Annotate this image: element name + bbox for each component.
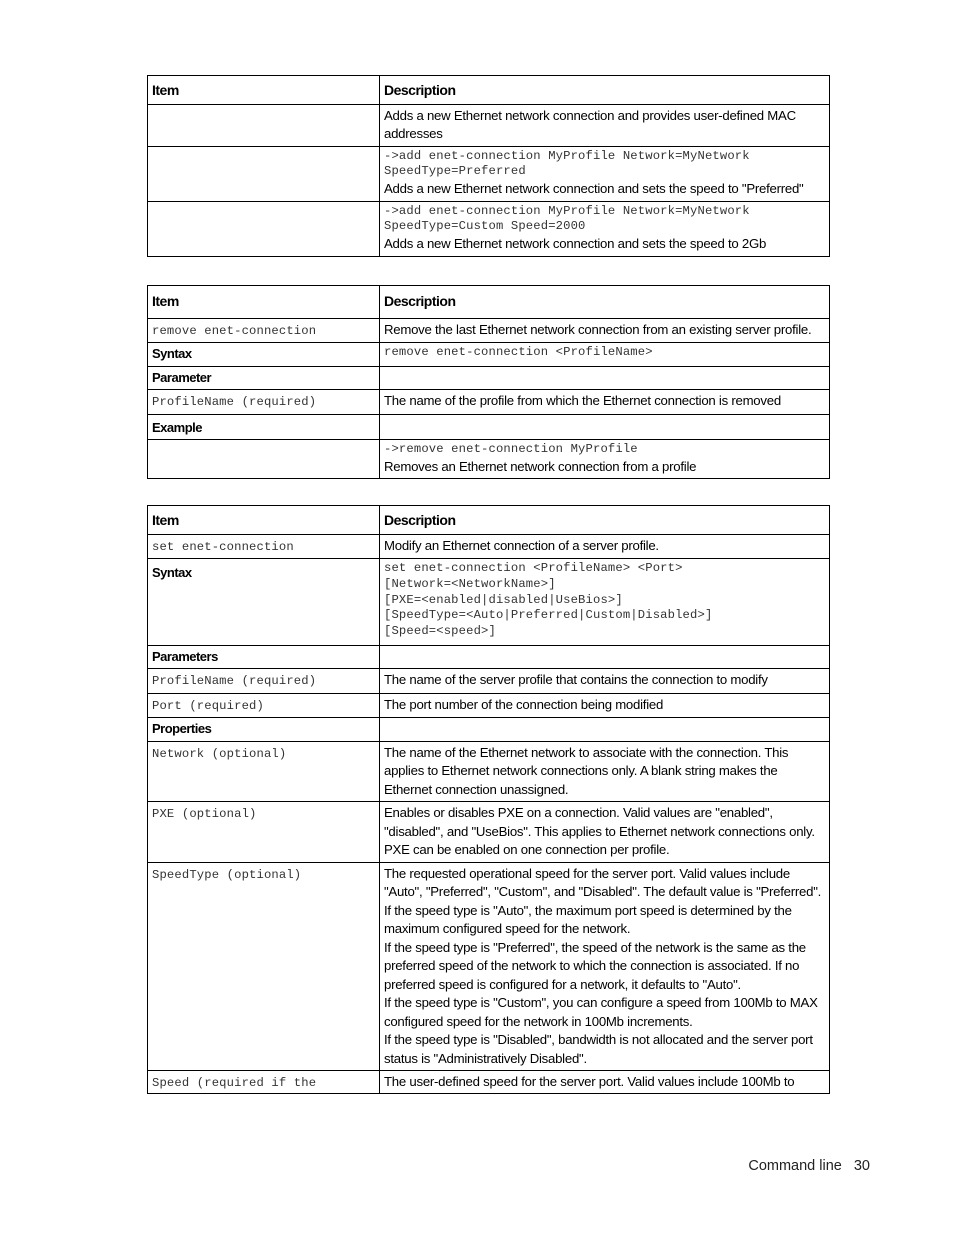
- table-row: [148, 343, 830, 367]
- page-footer: [700, 1158, 870, 1174]
- parameter-label: Parameter: [148, 366, 380, 390]
- syntax-label: Syntax: [148, 559, 380, 646]
- example-cell: [380, 440, 830, 479]
- table-row: [148, 741, 830, 802]
- description-paragraph: If the speed type is "Disabled", bandwidth is not allocated and the server port status is "Administratively Disabled".: [384, 1032, 813, 1066]
- syntax-text: remove enet-connection <ProfileName>: [384, 345, 653, 359]
- table-row: [148, 390, 830, 415]
- syntax-line: [Network=<NetworkName>]: [384, 576, 556, 591]
- table-row: [148, 802, 830, 863]
- command-name: set enet-connection: [152, 539, 294, 554]
- header-description: Description: [380, 506, 830, 535]
- example-description: Removes an Ethernet network connection from a profile: [384, 458, 697, 474]
- parameters-label: Parameters: [148, 645, 380, 669]
- empty-cell: [380, 645, 830, 669]
- header-description: Description: [380, 76, 830, 105]
- syntax-cell: [380, 343, 830, 367]
- description-paragraph: If the speed type is "Auto", the maximum port speed is determined by the maximum configured speed for the network.: [384, 902, 792, 937]
- table-row: [148, 440, 830, 479]
- syntax-line: [SpeedType=<Auto|Preferred|Custom|Disabled>]: [384, 608, 713, 623]
- table-row: [148, 718, 830, 742]
- empty-cell: [380, 718, 830, 742]
- page-number: 30: [853, 1158, 870, 1174]
- empty-cell: [148, 440, 380, 479]
- table-set-enet-connection: [147, 505, 830, 1094]
- property-cell: [148, 802, 380, 863]
- table-row: [148, 414, 830, 440]
- param-description: The name of the profile from which the Ethernet connection is removed: [380, 390, 830, 415]
- table-row: [148, 201, 830, 256]
- param-description: The name of the server profile that contains the connection to modify: [380, 669, 830, 694]
- command-name: remove enet-connection: [152, 323, 317, 338]
- property-description: The name of the Ethernet network to associate with the connection. This applies to Ethernet network connections only. A blank string makes the Ethernet connection unassigned.: [380, 741, 830, 802]
- table-header-row: [148, 76, 830, 105]
- description-paragraph: If the speed type is "Custom", you can configure a speed from 100Mb to MAX configured speed for the network in 100Mb increments.: [384, 995, 818, 1029]
- header-item: Item: [148, 76, 380, 105]
- property-cell: [148, 741, 380, 802]
- example-command: ->add enet-connection MyProfile Network=MyNetwork SpeedType=Custom Speed=2000: [384, 203, 750, 234]
- property-description: [380, 862, 830, 1071]
- empty-cell: [380, 414, 830, 440]
- property-name: SpeedType (optional): [152, 867, 302, 882]
- command-cell: [148, 534, 380, 559]
- property-cell: [148, 1071, 380, 1094]
- example-label: Example: [148, 414, 380, 440]
- header-description: Description: [380, 286, 830, 319]
- param-name: Port (required): [152, 698, 264, 713]
- example-command: ->remove enet-connection MyProfile: [384, 442, 638, 456]
- row-example: [380, 201, 830, 256]
- table-row: [148, 366, 830, 390]
- command-cell: [148, 318, 380, 343]
- table-row: [148, 104, 830, 146]
- example-description: Adds a new Ethernet network connection and sets the speed to "Preferred": [384, 181, 804, 197]
- empty-cell: [148, 146, 380, 201]
- syntax-cell: [380, 559, 830, 646]
- table-row: [148, 693, 830, 718]
- table-add-enet-connection-examples: [147, 75, 830, 257]
- param-description: The port number of the connection being modified: [380, 693, 830, 718]
- table-row: [148, 669, 830, 694]
- description-paragraph: The requested operational speed for the server port. Valid values include "Auto", "Preferred", "Custom", and "Disabled". The default value is "Preferred".: [384, 865, 822, 900]
- table-header-row: [148, 286, 830, 319]
- param-name: ProfileName (required): [152, 674, 317, 689]
- command-description: Modify an Ethernet connection of a server profile.: [380, 534, 830, 559]
- example-description: Adds a new Ethernet network connection and sets the speed to 2Gb: [384, 236, 767, 252]
- table-row: [148, 1071, 830, 1094]
- property-name: Network (optional): [152, 746, 287, 761]
- property-description: The user-defined speed for the server port. Valid values include 100Mb to: [380, 1071, 830, 1094]
- properties-label: Properties: [148, 718, 380, 742]
- empty-cell: [148, 201, 380, 256]
- table-row: [148, 559, 830, 646]
- row-description: Adds a new Ethernet network connection and provides user-defined MAC addresses: [380, 104, 830, 146]
- table-header-row: [148, 506, 830, 535]
- header-item: Item: [148, 506, 380, 535]
- param-name: ProfileName (required): [152, 395, 317, 409]
- example-command: ->add enet-connection MyProfile Network=MyNetwork SpeedType=Preferred: [384, 148, 750, 179]
- empty-cell: [148, 104, 380, 146]
- table-remove-enet-connection: [147, 285, 830, 479]
- property-description: [380, 802, 830, 863]
- syntax-line: set enet-connection <ProfileName> <Port>: [384, 561, 683, 575]
- footer-section-title: Command line: [748, 1158, 842, 1174]
- param-cell: [148, 693, 380, 718]
- param-cell: [148, 669, 380, 694]
- row-example: [380, 146, 830, 201]
- syntax-label: Syntax: [148, 343, 380, 367]
- description-paragraph: Enables or disables PXE on a connection. Valid values are "enabled", "disabled", and "UseBios". This applies to Ethernet network connections only.: [384, 805, 815, 839]
- header-item: Item: [148, 286, 380, 319]
- table-row: [148, 645, 830, 669]
- command-description: Remove the last Ethernet network connection from an existing server profile.: [380, 318, 830, 343]
- description-paragraph: PXE can be enabled on one connection per profile.: [384, 842, 670, 858]
- table-row: [148, 146, 830, 201]
- property-cell: [148, 862, 380, 1071]
- property-name: Speed (required if the: [152, 1076, 317, 1091]
- syntax-line: [PXE=<enabled|disabled|UseBios>]: [384, 592, 623, 607]
- property-name: PXE (optional): [152, 807, 257, 822]
- description-paragraph: If the speed type is "Preferred", the speed of the network is the same as the preferred speed of the network to which the connection is associated. If no preferred speed is configured for a network, it defaults to "Auto".: [384, 939, 806, 992]
- empty-cell: [380, 366, 830, 390]
- param-cell: [148, 390, 380, 415]
- syntax-line: [Speed=<speed>]: [384, 624, 496, 639]
- table-row: [148, 862, 830, 1071]
- table-row: [148, 318, 830, 343]
- table-row: [148, 534, 830, 559]
